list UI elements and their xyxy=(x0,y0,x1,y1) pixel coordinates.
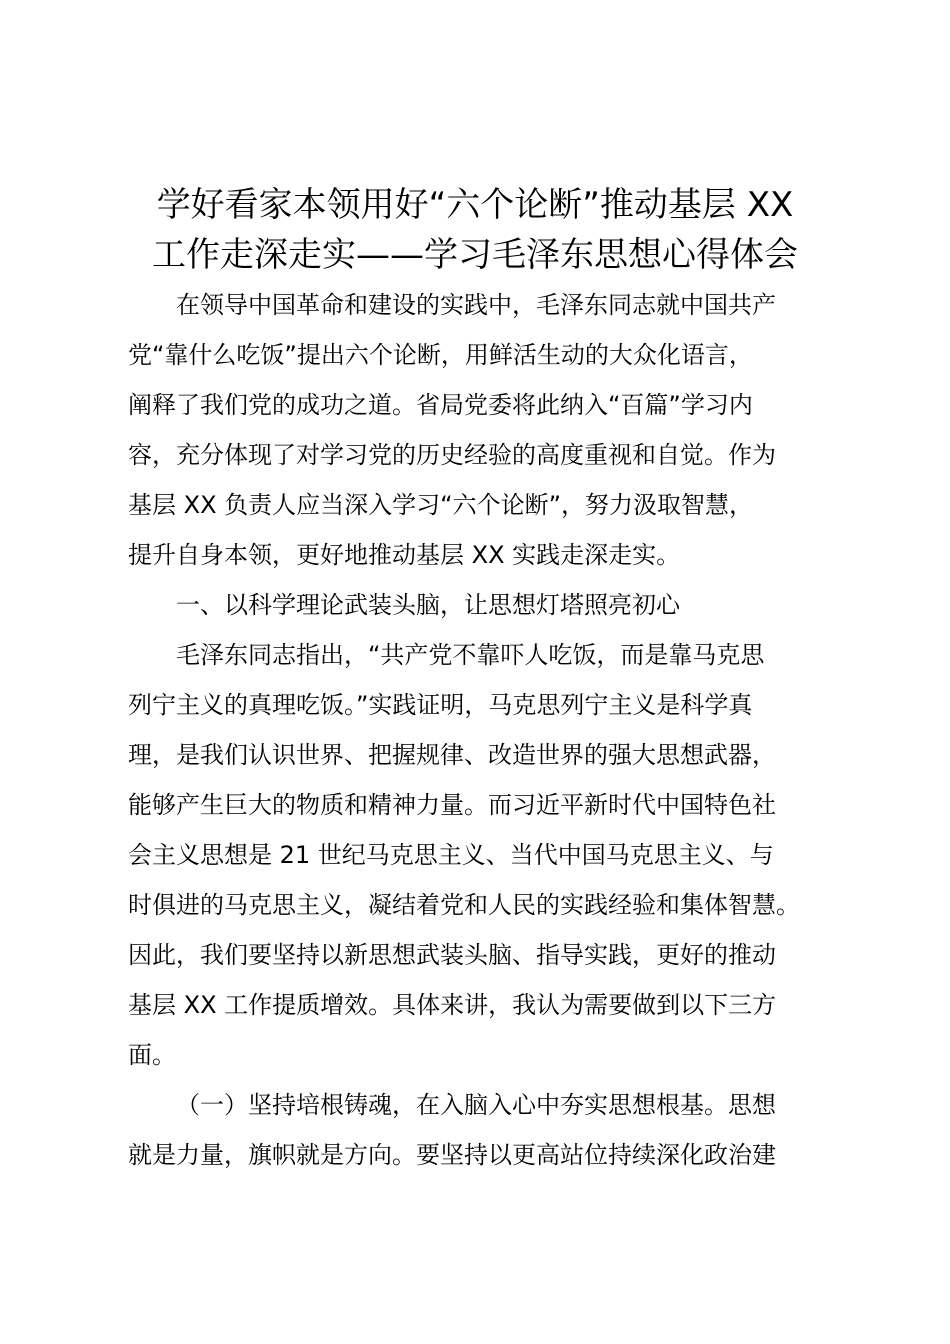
paragraph-line: 毛泽东同志指出，“共产党不靠吓人吃饭，而是靠马克思 xyxy=(176,641,765,669)
paragraph-line: 基层 XX 工作提质增效。具体来讲，我认为需要做到以下三方 xyxy=(128,991,777,1019)
paragraph-body xyxy=(128,630,838,1080)
paragraph-line: 在领导中国革命和建设的实践中，毛泽东同志就中国共产 xyxy=(176,291,776,319)
paragraph-intro xyxy=(128,280,838,580)
paragraph-line: 理，是我们认识世界、把握规律、改造世界的强大思想武器， xyxy=(128,741,776,769)
paragraph-line: （一）坚持培根铸魂，在入脑入心中夯实思想根基。思想 xyxy=(176,1091,776,1119)
paragraph-line: 基层 XX 负责人应当深入学习“六个论断”，努力汲取智慧， xyxy=(128,491,754,519)
title-line: 学好看家本领用好“六个论断”推动基层 XX xyxy=(156,185,794,225)
title-line: 工作走深走实——学习毛泽东思想心得体会 xyxy=(152,235,798,275)
paragraph-subsection xyxy=(128,1080,838,1180)
document-body xyxy=(128,280,838,1180)
paragraph-line: 因此，我们要坚持以新思想武装头脑、指导实践，更好的推动 xyxy=(128,941,776,969)
paragraph-line: 党“靠什么吃饭”提出六个论断，用鲜活生动的大众化语言， xyxy=(128,341,753,369)
paragraph-line: 阐释了我们党的成功之道。省局党委将此纳入“百篇”学习内 xyxy=(128,391,753,419)
paragraph-line: 就是力量，旗帜就是方向。要坚持以更高站位持续深化政治建 xyxy=(128,1141,776,1169)
paragraph-line: 时俱进的马克思主义，凝结着党和人民的实践经验和集体智慧。 xyxy=(128,891,800,919)
paragraph-line: 能够产生巨大的物质和精神力量。而习近平新时代中国特色社 xyxy=(128,791,776,819)
paragraph-line: 列宁主义的真理吃饭。”实践证明，马克思列宁主义是科学真 xyxy=(128,691,753,719)
paragraph-line: 提升自身本领，更好地推动基层 XX 实践走深走实。 xyxy=(128,541,681,569)
paragraph-line: 容，充分体现了对学习党的历史经验的高度重视和自觉。作为 xyxy=(128,441,776,469)
heading-line: 一、以科学理论武装头脑，让思想灯塔照亮初心 xyxy=(176,591,680,619)
section-heading xyxy=(128,580,838,630)
paragraph-line: 会主义思想是 21 世纪马克思主义、当代中国马克思主义、与 xyxy=(128,841,774,869)
document-title xyxy=(100,180,850,280)
paragraph-line: 面。 xyxy=(128,1041,176,1069)
